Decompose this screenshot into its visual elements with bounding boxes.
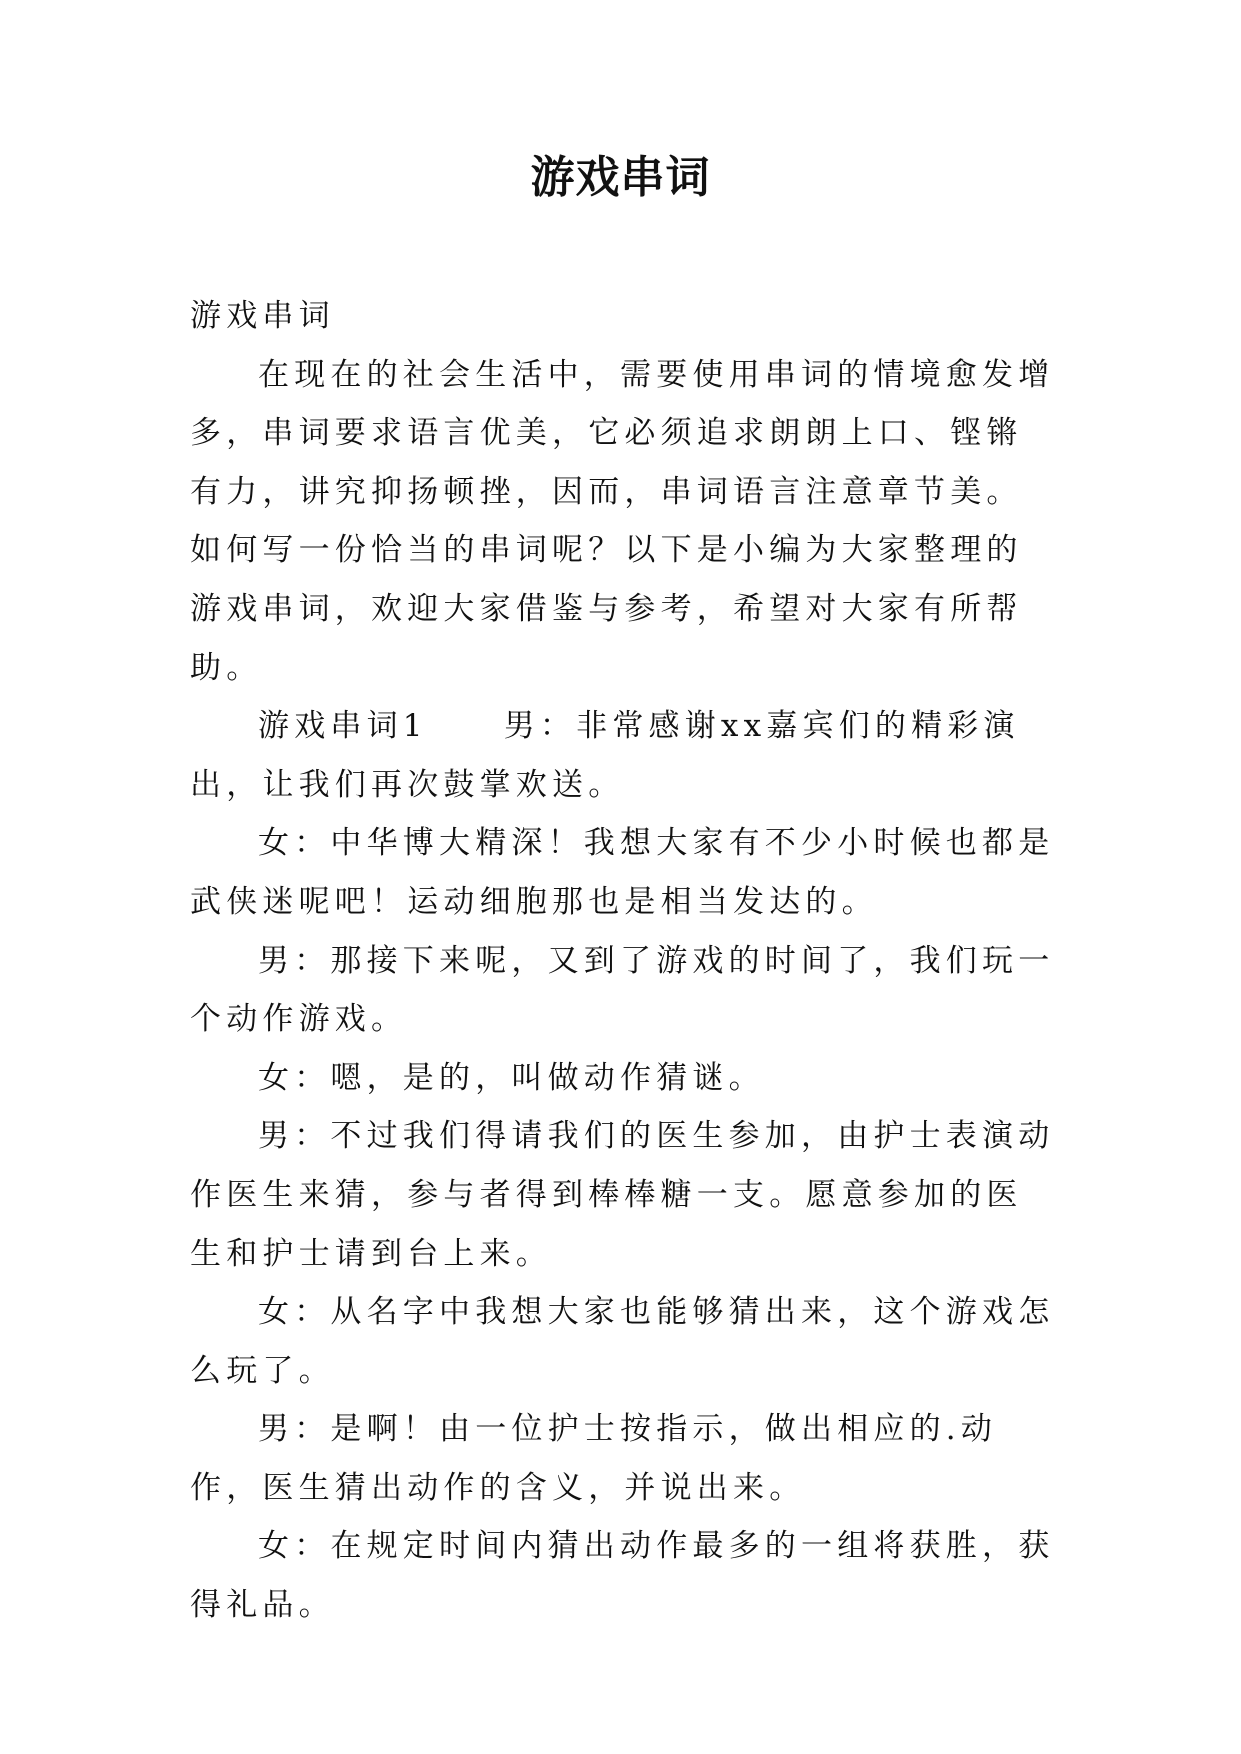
dialogue-line: 男：那接下来呢，又到了游戏的时间了，我们玩一个动作游戏。 bbox=[190, 942, 1055, 1038]
section-opening-paragraph bbox=[190, 697, 1058, 814]
dialogue-line: 女：嗯，是的，叫做动作猜谜。 bbox=[258, 1059, 765, 1096]
intro-paragraph: 在现在的社会生活中，需要使用串词的情境愈发增多，串词要求语言优美，它必须追求朗朗上口、铿锵有力，讲究抑扬顿挫，因而，串词语言注意章节美。如何写一份恰当的串词呢？以下是小编为大家整理的游戏串词，欢迎大家借鉴与参考，希望对大家有所帮助。 bbox=[190, 356, 1055, 686]
dialogue-line: 男：不过我们得请我们的医生参加，由护士表演动作医生来猜，参与者得到棒棒糖一支。愿意参加的医生和护士请到台上来。 bbox=[190, 1118, 1055, 1272]
subtitle-line: 游戏串词 bbox=[190, 298, 335, 334]
dialogue-line: 女：中华博大精深！我想大家有不少小时候也都是武侠迷呢吧！运动细胞那也是相当发达的。 bbox=[190, 825, 1055, 920]
section-first-line: 男：非常感谢xx嘉宾们的精彩演出，让我们再次鼓掌欢送。 bbox=[190, 708, 1020, 803]
section-heading: 游戏串词1 bbox=[258, 708, 428, 745]
dialogue-line: 男：是啊！由一位护士按指示，做出相应的.动作，医生猜出动作的含义，并说出来。 bbox=[190, 1411, 998, 1506]
document-body bbox=[190, 287, 1058, 1635]
document-title: 游戏串词 bbox=[530, 152, 711, 203]
dialogue-line: 女：在规定时间内猜出动作最多的一组将获胜，获得礼品。 bbox=[190, 1528, 1055, 1624]
dialogue-line: 女：从名字中我想大家也能够猜出来，这个游戏怎么玩了。 bbox=[190, 1294, 1055, 1389]
